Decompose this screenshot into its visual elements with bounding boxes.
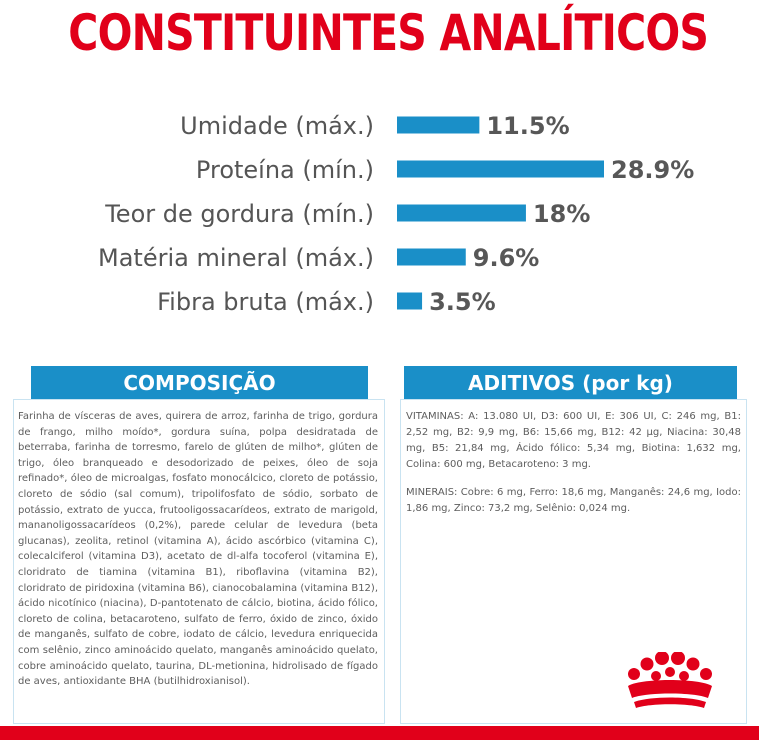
bar-value-label: 28.9% xyxy=(611,156,695,184)
bar-category-label: Umidade (máx.) xyxy=(180,112,374,140)
composition-header: COMPOSIÇÃO xyxy=(31,366,368,399)
bar-category-label: Proteína (mín.) xyxy=(195,156,374,184)
crown-icon xyxy=(620,652,720,714)
analytical-bar-chart xyxy=(0,100,759,320)
bar-value-label: 11.5% xyxy=(486,112,570,140)
bar xyxy=(397,293,422,310)
additives-vitamins-text: VITAMINAS: A: 13.080 UI, D3: 600 UI, E: 306 UI, C: 246 mg, B1: 2,52 mg, B2: 9,9 mg, B6: 15,66 mg, B12: 42 µg, Niacina: 30,48 mg, B5: 21,84 mg, Ácido fólico: 5,34 mg, Biotina: 1,632 mg, Colina: 600 mg, Betacaroteno: 3 mg. xyxy=(406,411,741,470)
footer-accent-bar xyxy=(0,726,759,740)
additives-minerals-text: MINERAIS: Cobre: 6 mg, Ferro: 18,6 mg, Manganês: 24,6 mg, Iodo: 1,86 mg, Zinco: 73,2 mg, Selênio: 0,024 mg. xyxy=(406,487,741,514)
additives-header: ADITIVOS (por kg) xyxy=(404,366,737,399)
bar xyxy=(397,161,604,178)
bar-value-label: 3.5% xyxy=(429,288,496,316)
bar xyxy=(397,117,479,134)
bar-value-label: 9.6% xyxy=(472,244,540,272)
composition-text: Farinha de vísceras de aves, quirera de arroz, farinha de trigo, gordura de frango, milho moído*, gordura suína, polpa desidratada de beterraba, farinha de torresmo, farelo de glúten de milho*, glúten de trigo, óleo branqueado e desodorizado de peixes, óleo de soja refinado*, óleo de microalgas, fosfato monocálcico, cloreto de potássio, cloreto de sódio (sal comum), tripolifosfato de sódio, sorbato de potássio, extrato de yucca, frutooligossacarídeos, extrato de marigold, mananoligossacarídeos (0,2%), parede celular de levedura (beta glucanas), zeolita, retinol (vitamina A), ácido ascórbico (vitamina C), colecalciferol (vitamina D3), acetato de dl-alfa tocoferol (vitamina E), cloridrato de tiamina (vitamina B1), riboflavina (vitamina B2), cloridrato de piridoxina (vitamina B6), cianocobalamina (vitamina B12), ácido nicotínico (niacina), D-pantotenato de cálcio, biotina, ácido fólico, cloreto de colina, betacaroteno, sulfato de ferro, óxido de zinco, óxido de manganês, sulfato de cobre, iodato de cálcio, levedura enriquecida com selênio, zinco aminoácido quelato, manganês aminoácido quelato, cobre aminoácido quelato, taurina, DL-metionina, hidrolisado de fígado de aves, antioxidante BHA (butilhidroxianisol). xyxy=(18,411,378,688)
page-title: CONSTITUINTES ANALÍTICOS xyxy=(68,4,709,62)
bar xyxy=(397,205,526,222)
bar-category-label: Fibra bruta (máx.) xyxy=(157,288,374,316)
bar-category-label: Teor de gordura (mín.) xyxy=(105,200,374,228)
bar xyxy=(397,249,466,266)
bar-value-label: 18% xyxy=(532,200,591,228)
bar-category-label: Matéria mineral (máx.) xyxy=(98,244,374,272)
